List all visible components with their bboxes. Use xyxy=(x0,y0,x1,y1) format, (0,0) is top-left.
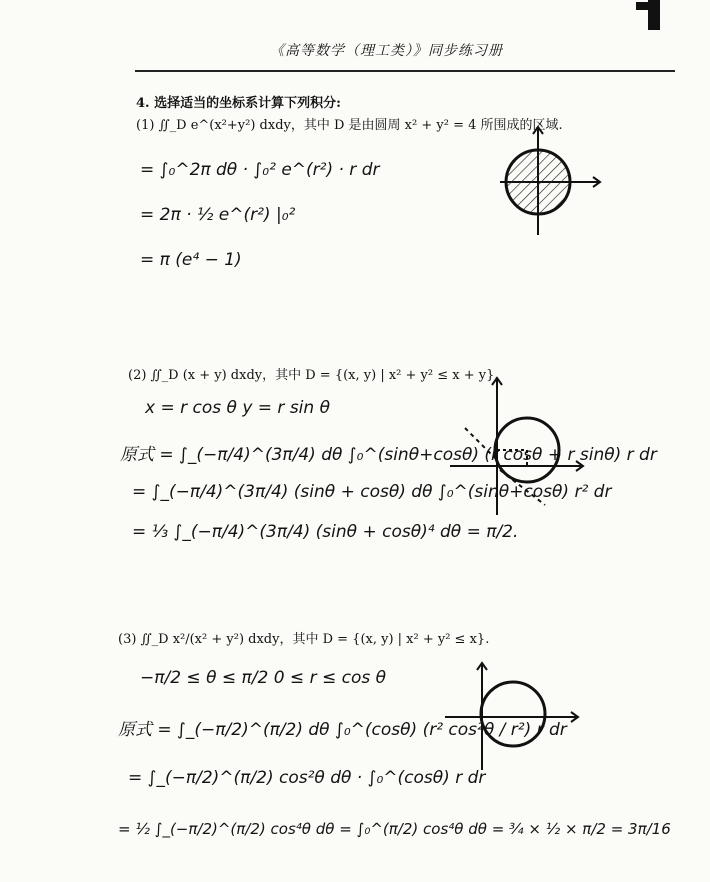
part3-work-line-1: −π/2 ≤ θ ≤ π/2 0 ≤ r ≤ cos θ xyxy=(140,668,387,688)
part1-work-line-3: = π (e⁴ − 1) xyxy=(140,250,242,270)
sketch-2-angle-line-lower xyxy=(500,470,545,505)
part2-work-line-3: = ∫_(−π/4)^(3π/4) (sinθ + cosθ) dθ ∫₀^(sinθ+cosθ) r² dr xyxy=(132,482,612,502)
sketch-1-disk xyxy=(506,150,570,214)
sketch-1-disk-diagram xyxy=(500,127,600,235)
problem-prompt: 4. 选择适当的坐标系计算下列积分: xyxy=(136,96,341,111)
sketch-2-disk-diagram xyxy=(450,378,583,515)
sketch-2-angle-line-upper xyxy=(465,428,497,460)
part1-label: (1) xyxy=(136,118,155,133)
sketch-3-disk-diagram xyxy=(445,663,578,770)
part3-work-line-2: 原式 = ∫_(−π/2)^(π/2) dθ ∫₀^(cosθ) (r² cos²θ / r²) r dr xyxy=(118,720,567,740)
part2-label: (2) xyxy=(128,368,147,383)
part3-label: (3) xyxy=(118,632,137,647)
part2-statement-text: ∬_D (x + y) dxdy，其中 D = {(x, y) | x² + y² ≤ x + y}. xyxy=(150,368,499,383)
part2-work-line-4: = ⅓ ∫_(−π/4)^(3π/4) (sinθ + cosθ)⁴ dθ = π/2. xyxy=(132,522,519,542)
part3-work-line-4: = ½ ∫_(−π/2)^(π/2) cos⁴θ dθ = ∫₀^(π/2) cos⁴θ dθ = ¾ × ½ × π/2 = 3π/16 xyxy=(118,820,671,838)
part1-statement-text: ∬_D e^(x²+y²) dxdy，其中 D 是由圆周 x² + y² = 4 所围成的区域. xyxy=(158,118,563,133)
part3-statement-text: ∬_D x²/(x² + y²) dxdy，其中 D = {(x, y) | x² + y² ≤ x}. xyxy=(140,632,490,647)
page-header: 《高等数学（理工类）》同步练习册 xyxy=(270,43,503,59)
part1-work-line-1: = ∫₀^2π dθ · ∫₀² e^(r²) · r dr xyxy=(140,160,380,180)
part2-work-line-1: x = r cos θ y = r sin θ xyxy=(145,398,330,418)
sketch-3-disk xyxy=(481,682,545,746)
part1-work-line-2: = 2π · ½ e^(r²) |₀² xyxy=(140,205,296,225)
part2-work-line-2: 原式 = ∫_(−π/4)^(3π/4) dθ ∫₀^(sinθ+cosθ) (r cosθ + r sinθ) r dr xyxy=(120,445,657,465)
part3-work-line-3: = ∫_(−π/2)^(π/2) cos²θ dθ · ∫₀^(cosθ) r dr xyxy=(128,768,486,788)
